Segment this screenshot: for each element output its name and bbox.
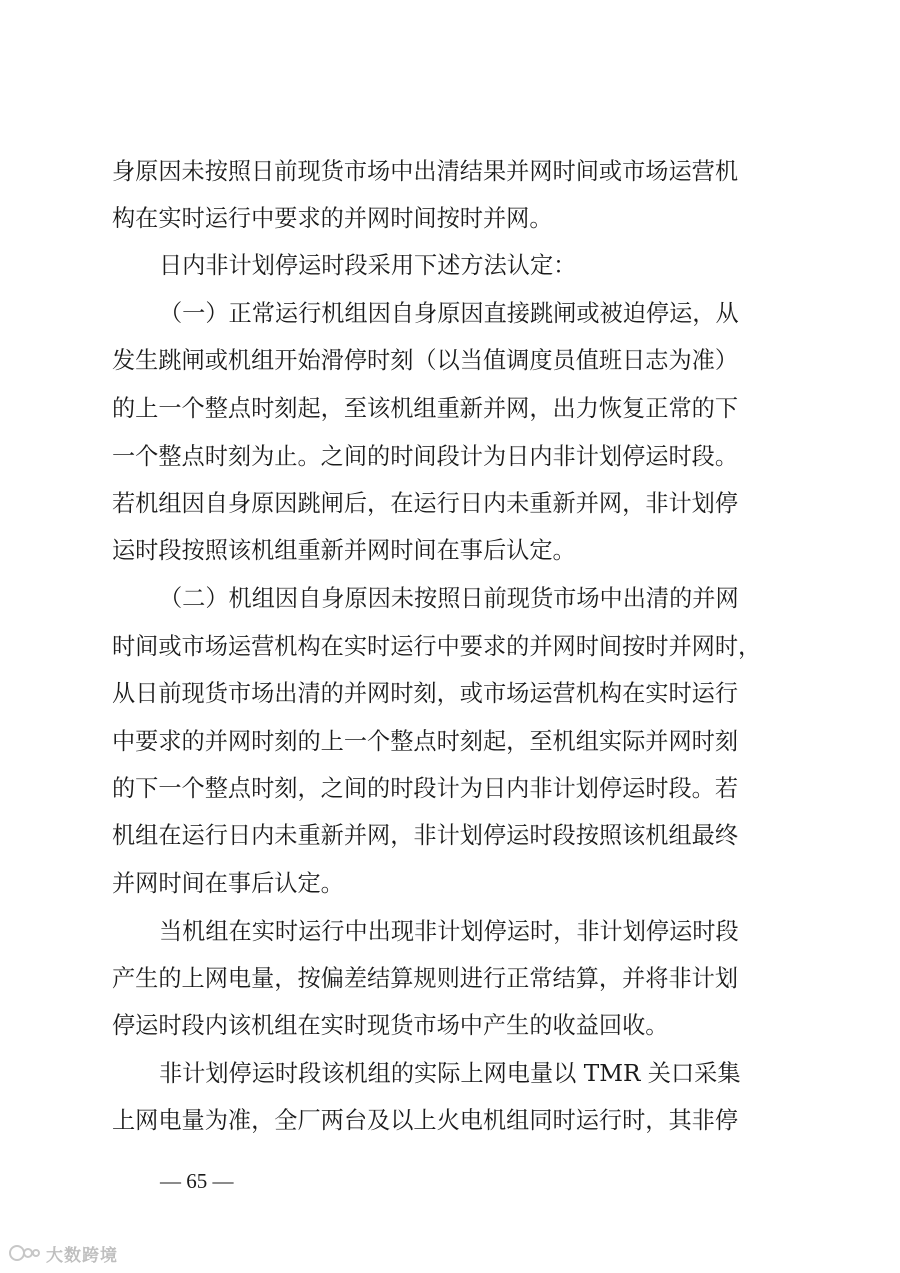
text-line-17: 当机组在实时运行中出现非计划停运时，非计划停运时段 — [159, 918, 739, 945]
text-line-5: 发生跳闸或机组开始滑停时刻（以当值调度员值班日志为准） — [112, 347, 739, 374]
text-line-2: 构在实时运行中要求的并网时间按时并网。 — [112, 205, 553, 232]
watermark-logo-icon — [8, 1242, 42, 1264]
text-line-7: 一个整点时刻为止。之间的时间段计为日内非计划停运时段。 — [112, 443, 739, 470]
text-line-9: 运时段按照该机组重新并网时间在事后认定。 — [112, 537, 576, 564]
text-line-21: 上网电量为准，全厂两台及以上火电机组同时运行时，其非停 — [112, 1107, 739, 1134]
text-line-19: 停运时段内该机组在实时现货市场中产生的收益回收。 — [112, 1012, 669, 1039]
text-line-13: 中要求的并网时刻的上一个整点时刻起，至机组实际并网时刻 — [112, 728, 739, 755]
text-line-14: 的下一个整点时刻，之间的时段计为日内非计划停运时段。若 — [112, 775, 739, 802]
text-line-12: 从日前现货市场出清的并网时刻，或市场运营机构在实时运行 — [112, 680, 739, 707]
text-line-15: 机组在运行日内未重新并网，非计划停运时段按照该机组最终 — [112, 822, 739, 849]
watermark-text: 大数跨境 — [46, 1245, 118, 1266]
text-line-18: 产生的上网电量，按偏差结算规则进行正常结算，并将非计划 — [112, 965, 739, 992]
text-line-11: 时间或市场运营机构在实时运行中要求的并网时间按时并网时， — [112, 633, 762, 660]
text-line-16: 并网时间在事后认定。 — [112, 870, 344, 897]
text-line-10: （二）机组因自身原因未按照日前现货市场中出清的并网 — [159, 585, 739, 612]
page-number: — 65 — — [160, 1169, 234, 1193]
text-line-3: 日内非计划停运时段采用下述方法认定： — [159, 252, 577, 279]
text-line-6: 的上一个整点时刻起，至该机组重新并网，出力恢复正常的下 — [112, 395, 739, 422]
text-line-4: （一）正常运行机组因自身原因直接跳闸或被迫停运，从 — [159, 300, 739, 327]
text-line-1: 身原因未按照日前现货市场中出清结果并网时间或市场运营机 — [112, 158, 739, 185]
watermark — [8, 1238, 118, 1268]
text-line-20: 非计划停运时段该机组的实际上网电量以 TMR 关口采集 — [159, 1060, 741, 1087]
text-line-8: 若机组因自身原因跳闸后，在运行日内未重新并网，非计划停 — [112, 490, 739, 517]
